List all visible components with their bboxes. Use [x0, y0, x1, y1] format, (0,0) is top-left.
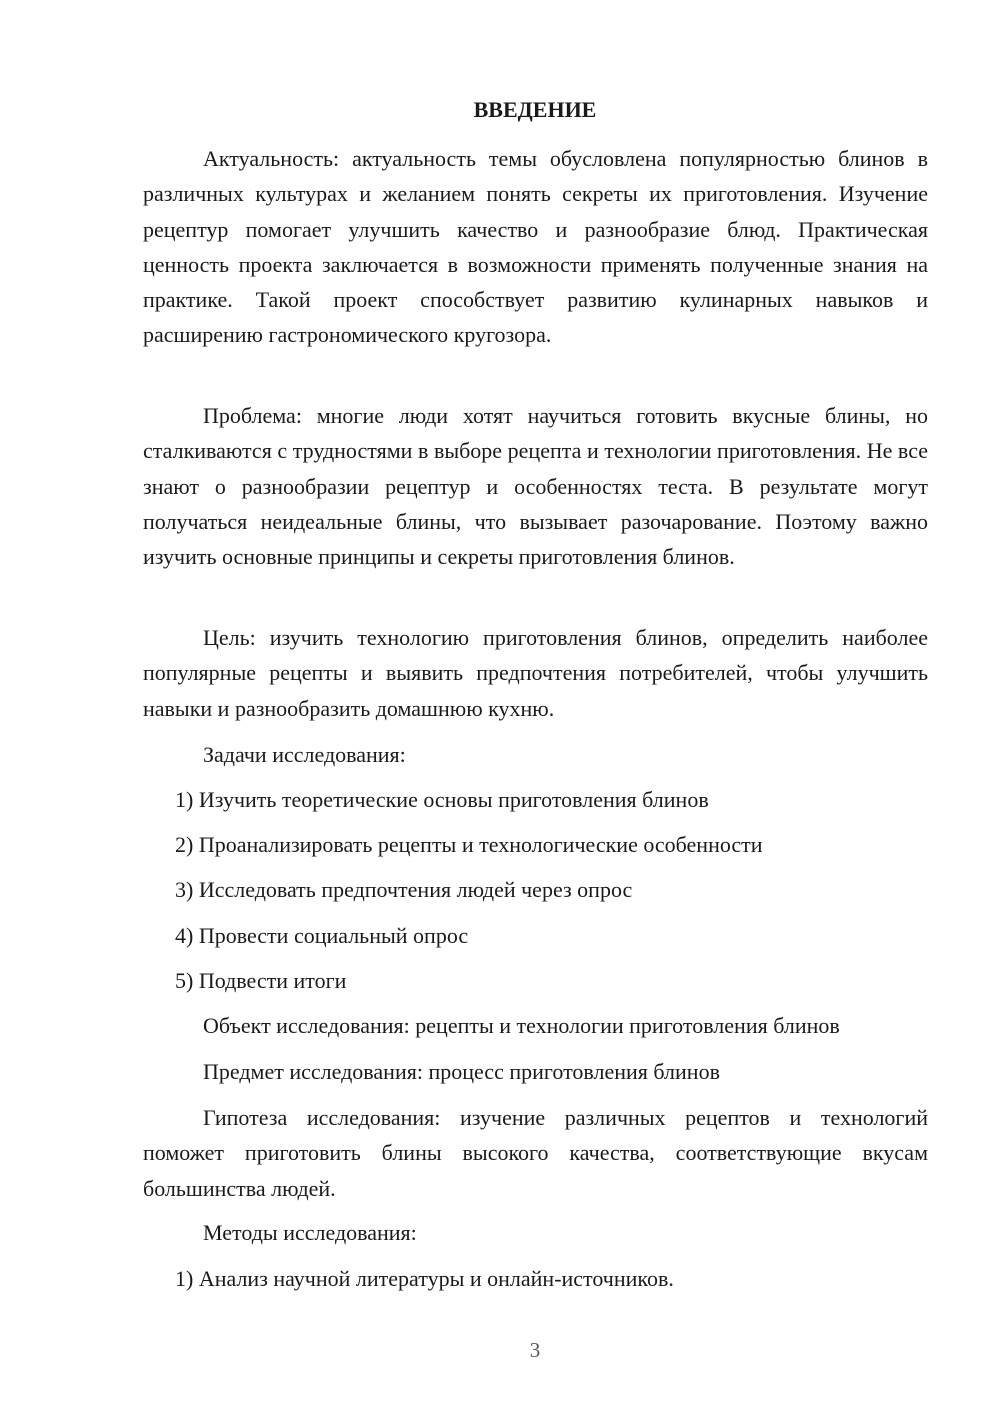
- list-item-task-3: 3) Исследовать предпочтения людей через опрос: [175, 877, 633, 902]
- list-item-method-1: 1) Анализ научной литературы и онлайн-источников.: [175, 1266, 674, 1291]
- list-item-task-2: 2) Проанализировать рецепты и технологические особенности: [175, 832, 763, 857]
- paragraph-goal: Цель: изучить технологию приготовления блинов, определить наиболее популярные рецепты и выявить предпочтения потребителей, чтобы улучшить навыки и разнообразить домашнюю кухню.: [143, 625, 928, 721]
- list-item-task-4: 4) Провести социальный опрос: [175, 923, 469, 948]
- research-object: Объект исследования: рецепты и технологии приготовления блинов: [203, 1013, 840, 1038]
- paragraph-relevance: Актуальность: актуальность темы обусловлена популярностью блинов в различных культурах и желанием понять секреты их приготовления. Изучение рецептур помогает улучшить качество и разнообразие блюд. Практическая ценность проекта заключается в возможности применять полученные знания на практике. Такой проект способствует развитию кулинарных навыков и расширению гастрономического кругозора.: [143, 146, 928, 348]
- list-item-task-5: 5) Подвести итоги: [175, 968, 347, 993]
- research-subject: Предмет исследования: процесс приготовления блинов: [203, 1059, 720, 1084]
- list-item-task-1: 1) Изучить теоретические основы приготовления блинов: [175, 787, 709, 812]
- page-number: 3: [529, 1338, 541, 1362]
- methods-heading: Методы исследования:: [203, 1220, 417, 1245]
- page-title: ВВЕДЕНИЕ: [473, 97, 597, 122]
- paragraph-problem: Проблема: многие люди хотят научиться готовить вкусные блины, но сталкиваются с трудностями в выборе рецепта и технологии приготовления. Не все знают о разнообразии рецептур и особенностях теста. В результате могут получаться неидеальные блины, что вызывает разочарование. Поэтому важно изучить основные принципы и секреты приготовления блинов.: [143, 403, 928, 570]
- paragraph-hypothesis: Гипотеза исследования: изучение различных рецептов и технологий поможет приготовить блины высокого качества, соответствующие вкусам большинства людей.: [143, 1105, 928, 1201]
- tasks-heading: Задачи исследования:: [203, 742, 406, 767]
